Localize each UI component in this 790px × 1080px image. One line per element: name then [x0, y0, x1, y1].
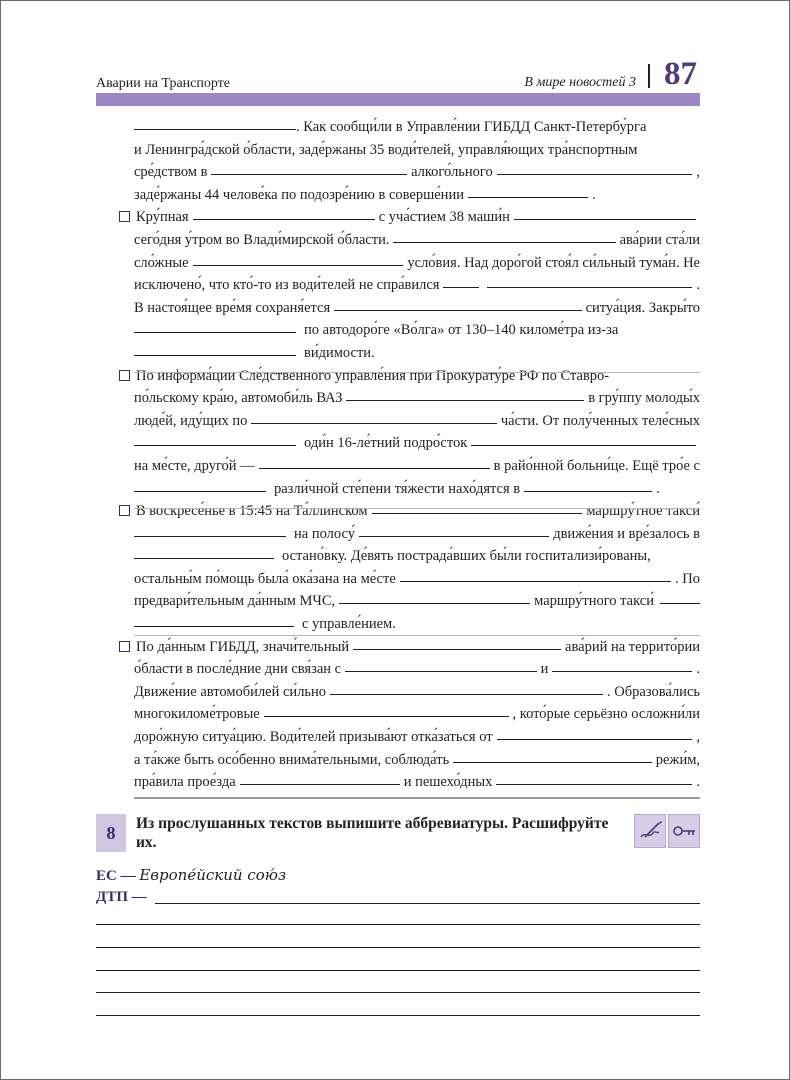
text-line [134, 523, 700, 546]
task-divider [134, 797, 700, 799]
paragraph-divider [134, 372, 700, 373]
paragraph-marker-icon [119, 211, 130, 222]
page-number: 87 [664, 56, 697, 92]
text-fragment: предвари́тельным да́нным МЧС, [134, 593, 336, 610]
answer-blank[interactable] [211, 173, 407, 175]
text-line [134, 568, 700, 591]
text-fragment: доро́жную ситуа́цию. Води́телей призыва́ют отка́заться от [134, 729, 493, 746]
text-fragment: с управле́нием. [302, 616, 396, 633]
answer-blank[interactable] [524, 490, 652, 492]
text-fragment: движе́ния и вре́залось в [553, 525, 700, 542]
answer-blank[interactable] [497, 738, 693, 740]
text-fragment: В воскресе́нье в 15:45 на Та́ллинском [136, 503, 368, 520]
text-fragment: , кото́рые серьёзно осложни́ли [512, 706, 700, 723]
text-line [134, 206, 700, 229]
text-line [134, 116, 700, 139]
text-fragment: . По [675, 570, 700, 587]
text-line [134, 681, 700, 704]
text-fragment: , [696, 164, 700, 181]
text-fragment: многокиломе́тровые [134, 706, 260, 723]
paragraph-divider [134, 635, 700, 636]
text-fragment: разли́чной сте́пени тя́жести нахо́дятся в [274, 480, 521, 497]
header-separator [648, 64, 650, 88]
key-icon [668, 814, 700, 848]
answer-blank[interactable] [496, 783, 692, 785]
answer-blank[interactable] [346, 399, 584, 401]
task-block [96, 806, 700, 860]
text-fragment: люде́й, иду́щих по [134, 412, 248, 429]
text-fragment: ава́рии ста́ли [619, 231, 700, 248]
abbreviation-dash: — [131, 889, 147, 905]
text-line: пра́вила прое́зда и пешехо́дных . [134, 771, 700, 794]
answer-blank[interactable] [552, 670, 692, 672]
text-fragment: по автодоро́ге «Во́лга» от 130–140 киломе́тра из-за [304, 322, 619, 339]
answer-blank[interactable] [468, 196, 588, 198]
answer-blank[interactable] [514, 218, 696, 220]
answer-blank[interactable] [134, 331, 296, 333]
text-fragment: заде́ржаны 44 челове́ка по подозре́нию в соверше́нии [134, 186, 464, 203]
writing-icon [634, 814, 666, 848]
text-fragment: по́льскому кра́ю, автомоби́ль ВАЗ [134, 390, 343, 407]
answer-blank[interactable] [334, 309, 581, 311]
answer-line[interactable] [96, 970, 700, 971]
answer-blank[interactable] [251, 422, 497, 424]
answer-line[interactable] [96, 924, 700, 925]
text-fragment: остальны́м по́мощь была́ ока́зана на ме́сте [134, 570, 396, 587]
text-line [134, 500, 700, 523]
abbreviation-expansion: Европе́йский сою́з [139, 866, 287, 884]
answer-blank[interactable] [400, 580, 671, 582]
answer-blank[interactable] [264, 715, 509, 717]
text-fragment: маршру́тное такси́ [586, 503, 700, 520]
abbreviation: ДТП [96, 889, 128, 905]
text-line: заде́ржаны 44 челове́ка по подозре́нию в соверше́нии . [134, 184, 700, 207]
text-fragment: По информа́ции Сле́дственного управле́ния при Прокурату́ре РФ по Ставро- [136, 367, 610, 384]
text-fragment: сре́дством в [134, 164, 208, 181]
text-line: доро́жную ситуа́цию. Води́телей призыва́ют отка́заться от , [134, 726, 700, 749]
text-line [134, 636, 700, 659]
text-fragment: сего́дня у́тром во Влади́мирской о́бласти. [134, 231, 390, 248]
paragraph-marker-icon [119, 505, 130, 516]
answer-blank[interactable] [487, 286, 692, 288]
paragraph-marker-icon [119, 370, 130, 381]
answer-blank[interactable] [660, 602, 700, 604]
header-band [96, 93, 700, 106]
text-fragment: режи́м, [655, 751, 700, 768]
text-line [134, 749, 700, 772]
answer-blank[interactable] [134, 354, 296, 356]
book-title: В мире новостей 3 [524, 75, 636, 90]
text-line [134, 545, 700, 568]
text-fragment: и Ленингра́дской о́бласти, заде́ржаны 35 води́телей, управля́ющих тра́нспортным [134, 141, 638, 158]
abbreviation-row [96, 866, 286, 885]
answer-blank[interactable] [330, 693, 603, 695]
answer-blank[interactable] [134, 128, 296, 130]
answer-blank[interactable] [134, 444, 296, 446]
text-fragment: ви́димости. [304, 344, 375, 361]
text-line [134, 455, 700, 478]
text-fragment: . Как сообщи́ли в Управле́нии ГИБДД Санкт-Петербу́рга [296, 119, 647, 135]
text-fragment: а та́кже быть осо́бенно внима́тельными, соблюда́ть [134, 751, 450, 768]
text-fragment: и [540, 661, 549, 678]
answer-blank[interactable] [259, 467, 490, 469]
text-fragment: исключено́, что кто́-то из води́телей не спра́вился [134, 277, 440, 294]
answer-blank[interactable] [372, 512, 583, 514]
text-fragment: алкого́льного [411, 164, 493, 181]
answer-blank[interactable] [193, 264, 404, 266]
answer-line[interactable] [96, 947, 700, 948]
answer-blank[interactable] [443, 286, 479, 288]
text-fragment: в райо́нной больни́це. Ещё тро́е с [493, 457, 700, 474]
text-line [134, 387, 700, 410]
task-number: 8 [96, 814, 126, 852]
text-fragment: усло́вия. Над доро́гой стоя́л си́льный тума́н. Не [407, 254, 700, 271]
paragraph-marker-icon [119, 641, 130, 652]
text-fragment: маршру́тного такси́ [534, 593, 654, 610]
text-fragment: сло́жные [134, 254, 189, 271]
text-line [134, 410, 700, 433]
text-fragment: с уча́стием 38 маши́н [378, 209, 510, 226]
answer-line[interactable] [96, 1015, 700, 1016]
text-fragment: ситуа́ция. Закры́то [585, 299, 700, 316]
text-line [134, 161, 700, 184]
text-line: о́бласти в после́дние дни свя́зан с и . [134, 658, 700, 681]
text-line: разли́чной сте́пени тя́жести нахо́дятся в . [134, 478, 700, 501]
text-fragment: В настоя́щее вре́мя сохраня́ется [134, 299, 331, 316]
text-line [134, 342, 700, 365]
answer-line[interactable] [155, 903, 700, 904]
text-line [134, 252, 700, 275]
answer-blank[interactable] [240, 783, 400, 785]
text-line [134, 432, 700, 455]
text-line [134, 319, 700, 342]
text-fragment: . Образова́лись [607, 683, 700, 700]
text-fragment: ава́рий на террито́рии [565, 638, 700, 655]
text-line [134, 297, 700, 320]
text-fragment: По да́нным ГИБДД, значи́тельный [136, 638, 350, 655]
exercise-text [134, 116, 700, 794]
text-fragment: в гру́ппу молоды́х [588, 390, 700, 407]
answer-blank[interactable] [134, 557, 274, 559]
text-fragment: оди́н 16-ле́тний подро́сток [304, 435, 468, 452]
answer-blank[interactable] [134, 625, 294, 627]
text-fragment: на полосу́ [294, 525, 355, 542]
answer-line[interactable] [96, 992, 700, 993]
answer-blank[interactable] [393, 241, 615, 243]
text-line [134, 590, 700, 613]
text-line [134, 613, 700, 636]
text-line [134, 229, 700, 252]
text-fragment: ча́сти. От полу́ченных теле́сных [500, 412, 700, 429]
text-fragment: и пешехо́дных [403, 774, 493, 791]
text-line [134, 703, 700, 726]
paragraph-divider [134, 508, 700, 509]
answer-blank[interactable] [359, 535, 549, 537]
abbreviation-dash: — [120, 868, 136, 884]
abbreviation-row [96, 889, 147, 906]
answer-blank[interactable] [193, 218, 375, 220]
abbreviation: ЕС [96, 868, 117, 884]
section-title: Аварии на Транспорте [96, 76, 231, 91]
text-line [134, 365, 700, 388]
text-fragment: остано́вку. Де́вять пострада́вших бы́ли госпитализи́рованы, [282, 548, 651, 565]
text-line [134, 139, 700, 162]
answer-blank[interactable] [471, 444, 696, 446]
answer-blank[interactable] [453, 761, 652, 763]
text-line: исключено́, что кто́-то из води́телей не спра́вился . [134, 274, 700, 297]
text-fragment: Кру́пная [136, 209, 189, 226]
text-fragment: о́бласти в после́дние дни свя́зан с [134, 661, 342, 678]
text-fragment: Движе́ние автомоби́лей си́льно [134, 683, 327, 700]
answer-blank[interactable] [497, 173, 693, 175]
text-fragment: пра́вила прое́зда [134, 774, 236, 791]
answer-blank[interactable] [339, 602, 530, 604]
text-fragment: на ме́сте, друго́й — [134, 457, 255, 474]
task-instruction: Из прослушанных текстов выпишите аббревиатуры. Расшифруйте их. [136, 815, 609, 851]
answer-blank[interactable] [134, 490, 266, 492]
answer-blank[interactable] [134, 535, 286, 537]
answer-blank[interactable] [353, 648, 561, 650]
answer-blank[interactable] [345, 670, 537, 672]
